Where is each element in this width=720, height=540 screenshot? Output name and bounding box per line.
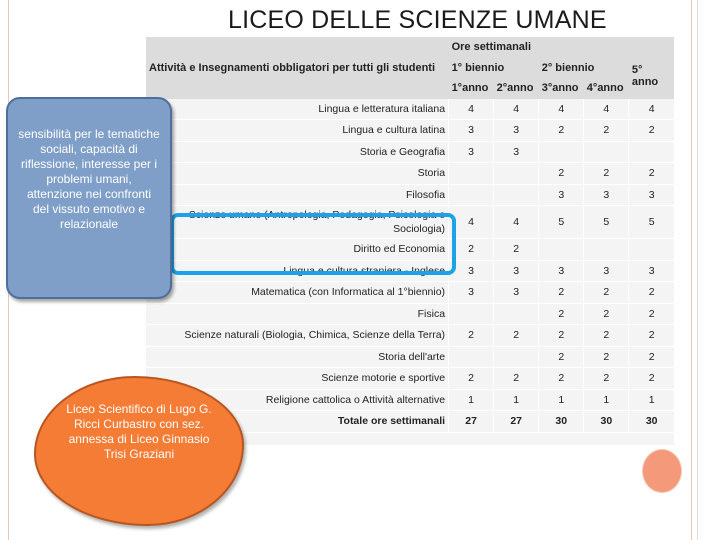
- hours-cell: 3: [494, 120, 539, 142]
- hours-cell: 2: [539, 368, 584, 390]
- hours-cell: [494, 184, 539, 206]
- subject-cell: Lingua e cultura straniera - Inglese: [146, 260, 449, 282]
- header-anno: 4°anno: [584, 78, 629, 99]
- header-anno: 3°anno: [539, 78, 584, 99]
- subject-cell: Scienze naturali (Biologia, Chimica, Scienze della Terra): [146, 325, 449, 347]
- subject-cell: Scienze motorie e sportive: [146, 368, 449, 390]
- hours-cell: 3: [494, 141, 539, 163]
- hours-cell: [449, 346, 494, 368]
- scienze-umane-highlight: [170, 213, 456, 275]
- hours-cell: 2: [449, 325, 494, 347]
- hours-cell: 2: [629, 282, 674, 304]
- subject-cell: Lingua e cultura latina: [146, 120, 449, 142]
- hours-cell: 4: [584, 99, 629, 120]
- hours-cell: 1: [629, 389, 674, 411]
- subject-cell: Storia e Geografia: [146, 141, 449, 163]
- slide-border-right: [691, 0, 692, 540]
- hours-cell: 3: [449, 141, 494, 163]
- hours-cell: 1: [449, 389, 494, 411]
- table-row: [146, 325, 674, 347]
- hours-cell: 2: [629, 368, 674, 390]
- hours-cell: 2: [629, 346, 674, 368]
- hours-cell: 3: [494, 282, 539, 304]
- hours-cell: 2: [494, 325, 539, 347]
- hours-cell: 2: [584, 120, 629, 142]
- header-anno: 1°anno: [449, 78, 494, 99]
- table-row: [146, 282, 674, 304]
- subject-cell: Filosofia: [146, 184, 449, 206]
- subject-cell: Religione cattolica o Attività alternative: [146, 389, 449, 411]
- hours-cell: 2: [494, 239, 539, 261]
- hours-cell: 3: [629, 260, 674, 282]
- hours-cell: 4: [449, 99, 494, 120]
- header-empty: [146, 37, 449, 58]
- hours-cell: 2: [629, 120, 674, 142]
- table-header-row: [146, 78, 674, 99]
- subject-cell: Storia: [146, 163, 449, 185]
- hours-cell: 2: [449, 368, 494, 390]
- hours-cell: 5: [539, 206, 584, 239]
- hours-cell: 3: [584, 184, 629, 206]
- header-activities: Attività e Insegnamenti obbligatori per tutti gli studenti: [146, 58, 449, 79]
- hours-cell: 2: [539, 346, 584, 368]
- hours-cell: 2: [584, 346, 629, 368]
- hours-cell: 3: [539, 260, 584, 282]
- hours-cell: 3: [629, 184, 674, 206]
- hours-cell: [449, 303, 494, 325]
- hours-cell: 30: [539, 411, 584, 433]
- hours-cell: 1: [584, 389, 629, 411]
- hours-cell: [494, 346, 539, 368]
- hours-cell: 4: [539, 99, 584, 120]
- hours-cell: 2: [629, 325, 674, 347]
- hours-cell: 5: [629, 206, 674, 239]
- table-header-row: [146, 58, 674, 79]
- table-row: [146, 141, 674, 163]
- hours-cell: 2: [584, 163, 629, 185]
- hours-cell: 2: [539, 325, 584, 347]
- subject-cell: Matematica (con Informatica al 1°biennio): [146, 282, 449, 304]
- table-row: [146, 346, 674, 368]
- table-row: [146, 368, 674, 390]
- hours-cell: [629, 239, 674, 261]
- hours-cell: 2: [539, 303, 584, 325]
- hours-cell: [539, 239, 584, 261]
- hours-cell: 2: [539, 120, 584, 142]
- hours-cell: 4: [449, 206, 494, 239]
- header-biennio-2: 2° biennio: [539, 58, 629, 79]
- subject-cell: Scienze umane (Antropologia, Pedagogia, Psicologia e Sociologia): [146, 206, 449, 239]
- profile-callout: sensibilità per le tematiche sociali, capacità di riflessione, interesse per i problemi umani, attenzione nei confronti del vissuto emotivo e relazionale: [6, 97, 172, 299]
- subject-cell: Diritto ed Economia: [146, 239, 449, 261]
- hours-cell: 2: [539, 282, 584, 304]
- hours-cell: 2: [584, 282, 629, 304]
- hours-cell: 2: [494, 368, 539, 390]
- hours-cell: [629, 141, 674, 163]
- hours-cell: 2: [584, 368, 629, 390]
- hours-cell: 3: [539, 184, 584, 206]
- hours-cell: 27: [449, 411, 494, 433]
- hours-cell: 3: [449, 282, 494, 304]
- hours-cell: [449, 163, 494, 185]
- hours-cell: 3: [494, 260, 539, 282]
- hours-cell: 1: [539, 389, 584, 411]
- hours-cell: 2: [629, 163, 674, 185]
- school-callout-cloud: Liceo Scientifico di Lugo G. Ricci Curbastro con sez. annessa di Liceo Ginnasio Trisi Graziani: [34, 376, 244, 526]
- decorative-dot: [642, 449, 682, 493]
- hours-cell: 1: [494, 389, 539, 411]
- subject-cell: Storia dell'arte: [146, 346, 449, 368]
- hours-cell: 2: [449, 239, 494, 261]
- header-anno: 2°anno: [494, 78, 539, 99]
- hours-cell: 5: [584, 206, 629, 239]
- hours-cell: 30: [584, 411, 629, 433]
- hours-cell: 4: [494, 99, 539, 120]
- header-empty: [146, 78, 449, 99]
- hours-cell: [539, 141, 584, 163]
- hours-cell: [584, 141, 629, 163]
- hours-cell: [494, 303, 539, 325]
- subject-cell: Totale ore settimanali: [146, 411, 449, 433]
- table-header-row: [146, 37, 674, 58]
- header-quinto-anno: 5° anno: [629, 58, 674, 99]
- subject-cell: Lingua e letteratura italiana: [146, 99, 449, 120]
- hours-cell: 4: [494, 206, 539, 239]
- hours-cell: 30: [629, 411, 674, 433]
- hours-cell: 2: [539, 163, 584, 185]
- hours-cell: [584, 239, 629, 261]
- hours-cell: 3: [449, 260, 494, 282]
- subject-cell: Fisica: [146, 303, 449, 325]
- table-row: [146, 99, 674, 120]
- table-row: [146, 184, 674, 206]
- hours-cell: 3: [584, 260, 629, 282]
- hours-cell: 2: [584, 303, 629, 325]
- table-row: [146, 120, 674, 142]
- header-biennio-1: 1° biennio: [449, 58, 539, 79]
- hours-cell: 4: [629, 99, 674, 120]
- slide-border-right-inner: [697, 0, 698, 540]
- hours-cell: [494, 163, 539, 185]
- hours-cell: 2: [629, 303, 674, 325]
- hours-cell: [449, 184, 494, 206]
- hours-cell: 2: [584, 325, 629, 347]
- hours-cell: 3: [449, 120, 494, 142]
- table-row: [146, 303, 674, 325]
- table-row: [146, 163, 674, 185]
- hours-cell: 27: [494, 411, 539, 433]
- header-ore-settimanali: Ore settimanali: [449, 37, 674, 58]
- slide-title: LICEO DELLE SCIENZE UMANE: [228, 6, 607, 34]
